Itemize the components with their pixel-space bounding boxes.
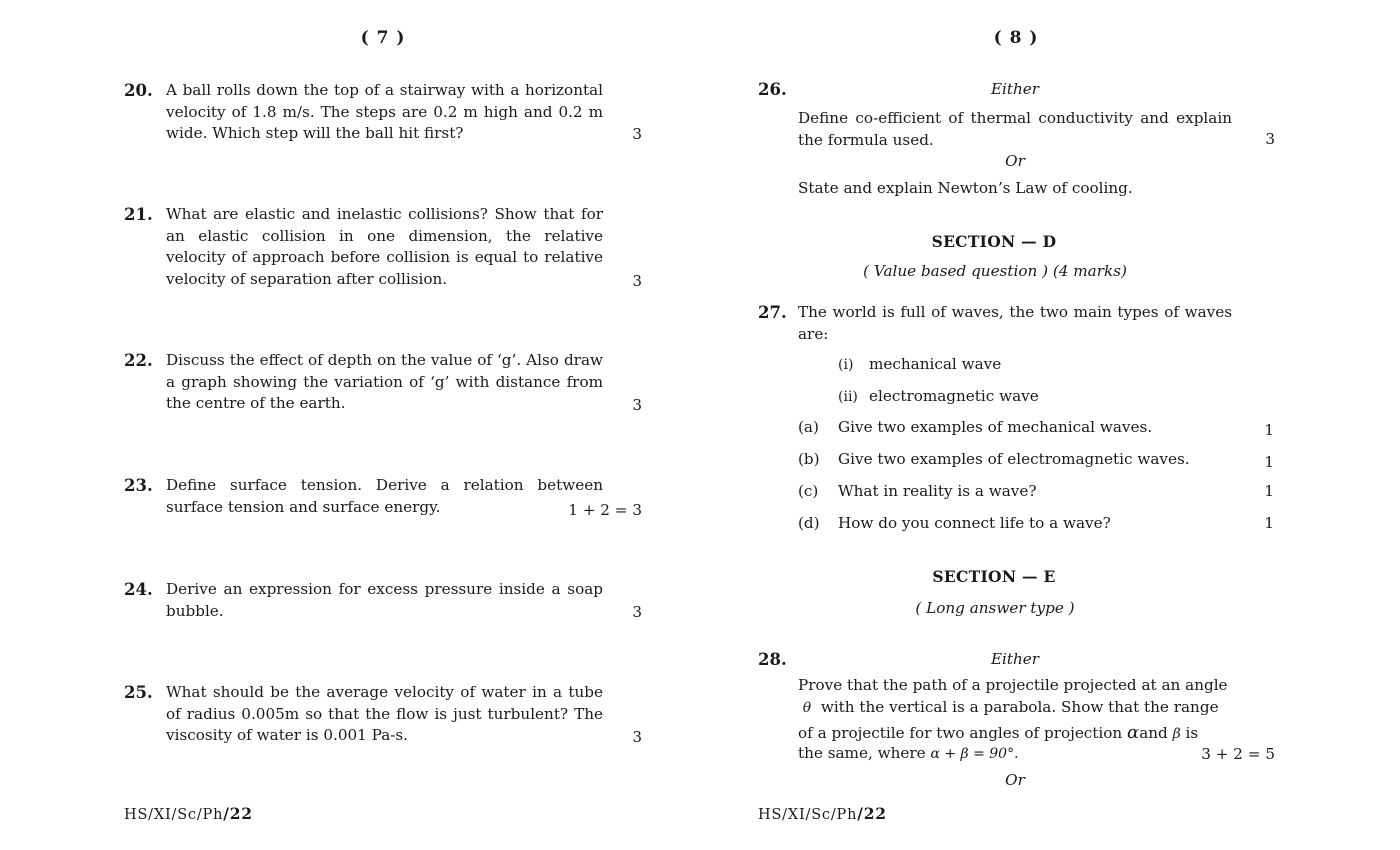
angle-equation: α + β = 90°. bbox=[930, 746, 1019, 762]
section-e-title: SECTION — E bbox=[932, 567, 1056, 586]
sub-text: How do you connect life to a wave? bbox=[838, 514, 1111, 532]
question-number: 22. bbox=[124, 351, 153, 370]
page-number-right: ( 8 ) bbox=[993, 28, 1039, 48]
sub-question-b bbox=[798, 450, 1274, 471]
footer-right bbox=[758, 804, 887, 823]
item-text: electromagnetic wave bbox=[869, 387, 1039, 405]
footer-year: /22 bbox=[857, 804, 887, 823]
question-number: 21. bbox=[124, 205, 153, 224]
question-marks: 3 bbox=[632, 728, 642, 746]
or-label: Or bbox=[1005, 771, 1025, 789]
question-number: 25. bbox=[124, 683, 153, 702]
sub-question-d bbox=[798, 514, 1274, 532]
question-line-4 bbox=[798, 744, 1019, 762]
line-text: of a projectile for two angles of projection bbox=[798, 724, 1123, 742]
question-text: What should be the average velocity of water in a tube of radius 0.005m so that the flow is just turbulent? The viscosity of water is 0.001 Pa-s. bbox=[166, 683, 603, 744]
theta-symbol: θ bbox=[802, 700, 812, 716]
sub-label: (c) bbox=[798, 482, 819, 500]
question-text: Derive an expression for excess pressure inside a soap bubble. bbox=[166, 580, 603, 620]
alternative-text: State and explain Newton’s Law of cooling. bbox=[798, 179, 1133, 197]
sub-marks: 1 bbox=[1264, 453, 1274, 471]
question-marks: 3 bbox=[632, 272, 642, 290]
question-line-2 bbox=[798, 698, 1232, 716]
sub-question-a bbox=[798, 418, 1274, 439]
beta-symbol: β bbox=[1172, 726, 1181, 742]
sub-text: Give two examples of electromagnetic waves. bbox=[838, 450, 1190, 468]
line-text: the same, where bbox=[798, 744, 926, 762]
page-number-left: ( 7 ) bbox=[360, 28, 406, 48]
question-number: 26. bbox=[758, 80, 787, 99]
item-label: (i) bbox=[838, 357, 854, 373]
section-d-subtitle: ( Value based question ) (4 marks) bbox=[863, 262, 1127, 280]
question-text: A ball rolls down the top of a stairway with a horizontal velocity of 1.8 m/s. The steps are 0.2 m high and 0.2 m wide. Which step will the ball hit first? bbox=[166, 81, 603, 142]
question-text: Discuss the effect of depth on the value of ‘g’. Also draw a graph showing the variation of ‘g’ with distance from the centre of the earth. bbox=[166, 351, 603, 412]
wave-type-item bbox=[838, 355, 1001, 373]
footer-left bbox=[124, 804, 253, 823]
question-number: 28. bbox=[758, 650, 787, 669]
question-marks: 3 bbox=[632, 125, 642, 143]
sub-question-c bbox=[798, 482, 1274, 500]
item-label: (ii) bbox=[838, 389, 858, 405]
sub-label: (a) bbox=[798, 418, 819, 436]
footer-code: HS/XI/Sc/Ph bbox=[758, 807, 858, 823]
question-number: 20. bbox=[124, 81, 153, 100]
footer-code: HS/XI/Sc/Ph bbox=[124, 807, 224, 823]
section-e-subtitle: ( Long answer type ) bbox=[915, 599, 1075, 617]
sub-marks: 1 bbox=[1264, 421, 1274, 439]
section-d-title: SECTION — D bbox=[931, 232, 1057, 251]
and-text: and bbox=[1139, 724, 1168, 742]
sub-marks: 1 bbox=[1264, 482, 1274, 500]
item-text: mechanical wave bbox=[869, 355, 1002, 373]
sub-text: Give two examples of mechanical waves. bbox=[838, 418, 1153, 436]
question-marks: 3 bbox=[632, 396, 642, 414]
question-marks: 3 bbox=[632, 603, 642, 621]
question-marks: 3 bbox=[1265, 130, 1275, 148]
sub-text: What in reality is a wave? bbox=[838, 482, 1037, 500]
question-line-1: Prove that the path of a projectile projected at an angle bbox=[798, 676, 1228, 694]
question-number: 27. bbox=[758, 303, 787, 322]
question-text: Define surface tension. Derive a relation between surface tension and surface energy. bbox=[166, 476, 603, 516]
either-label: Either bbox=[990, 80, 1040, 98]
alpha-symbol: α bbox=[1127, 722, 1140, 743]
question-text: Define co-efficient of thermal conductivity and explain the formula used. bbox=[798, 109, 1232, 149]
sub-marks: 1 bbox=[1264, 514, 1274, 532]
question-text: What are elastic and inelastic collisions? Show that for an elastic collision in one dimension, the relative velocity of approach before collision is equal to relative velocity of separation after collision. bbox=[166, 205, 603, 288]
question-marks: 1 + 2 = 3 bbox=[568, 501, 642, 519]
question-number: 24. bbox=[124, 580, 153, 599]
question-number: 23. bbox=[124, 476, 153, 495]
wave-type-item bbox=[838, 387, 1039, 405]
either-label: Either bbox=[990, 650, 1040, 668]
question-text: The world is full of waves, the two main types of waves are: bbox=[798, 303, 1232, 343]
sub-label: (d) bbox=[798, 514, 820, 532]
or-label: Or bbox=[1005, 152, 1025, 170]
is-text: is bbox=[1185, 724, 1199, 742]
sub-label: (b) bbox=[798, 450, 820, 468]
question-marks: 3 + 2 = 5 bbox=[1201, 745, 1275, 763]
footer-year: /22 bbox=[223, 804, 253, 823]
line-text: with the vertical is a parabola. Show that the range bbox=[820, 698, 1219, 716]
question-line-3 bbox=[798, 722, 1238, 743]
